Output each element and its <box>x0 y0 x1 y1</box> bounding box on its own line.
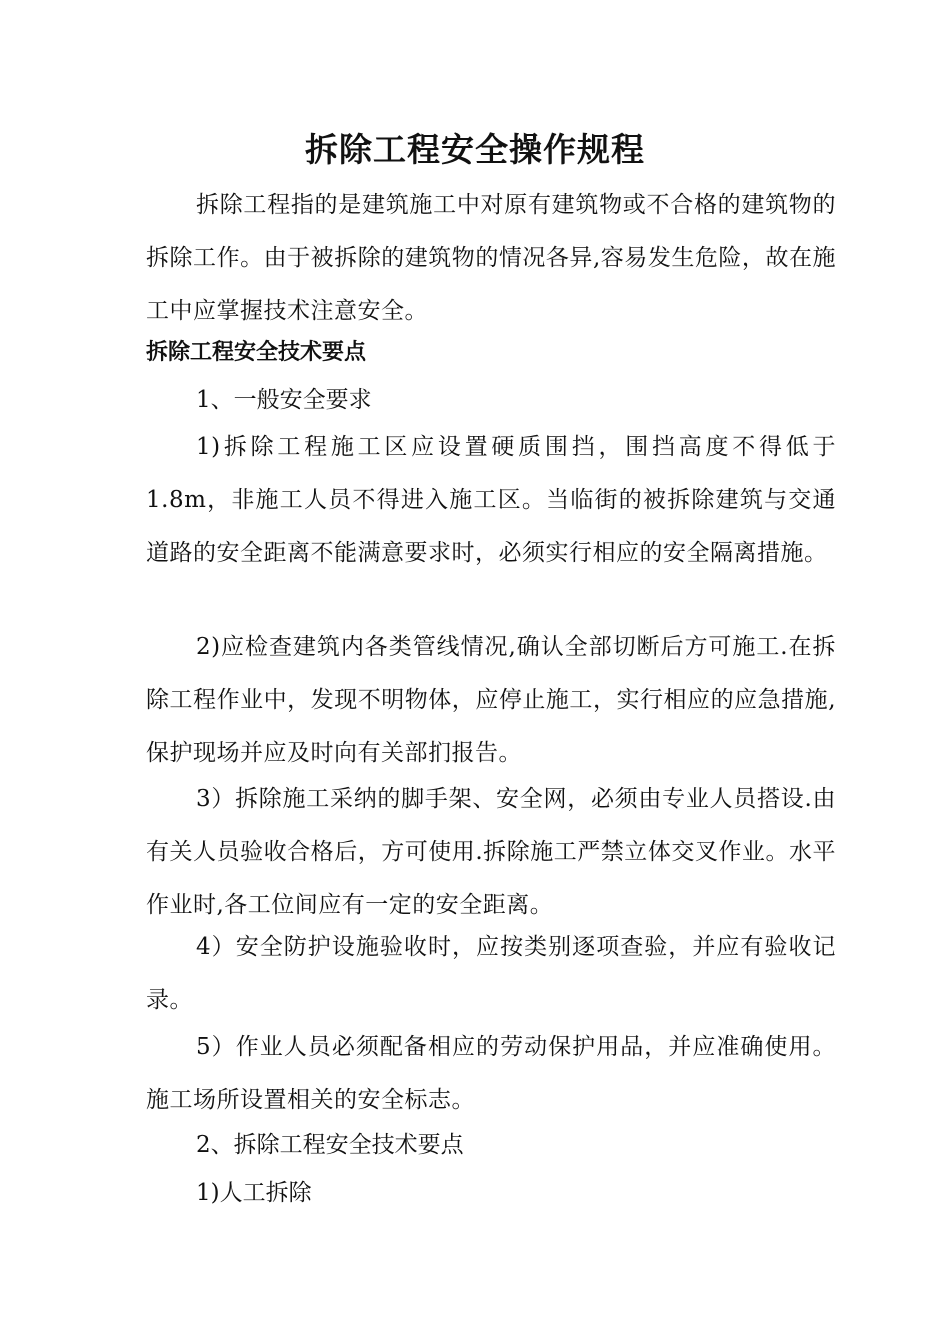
requirement-item-1: 1)拆除工程施工区应设置硬质围挡，围挡高度不得低于1.8m，非施工人员不得进入施工区。当临街的被拆除建筑与交通道路的安全距离不能满意要求时，必须实行相应的安全隔离措施。 <box>146 434 836 566</box>
manual-demolition-heading: 1)人工拆除 <box>196 1180 312 1206</box>
intro-paragraph: 拆除工程指的是建筑施工中对原有建筑物或不合格的建筑物的拆除工作。由于被拆除的建筑物的情况各异,容易发生危险，故在施工中应掌握技术注意安全。 <box>146 192 836 324</box>
tech-points-heading: 2、拆除工程安全技术要点 <box>196 1132 464 1158</box>
requirement-item-3: 3）拆除施工采纳的脚手架、安全网，必须由专业人员搭设.由有关人员验收合格后，方可使用.拆除施工严禁立体交叉作业。水平作业时,各工位间应有一定的安全距离。 <box>146 786 836 918</box>
document-title: 拆除工程安全操作规程 <box>305 130 645 169</box>
general-requirements-heading: 1、一般安全要求 <box>196 387 372 413</box>
requirement-item-2: 2)应检查建筑内各类管线情况,确认全部切断后方可施工.在拆除工程作业中，发现不明物体，应停止施工，实行相应的应急措施,保护现场并应及时向有关部扪报告。 <box>146 634 836 766</box>
requirement-item-4: 4）安全防护设施验收时，应按类别逐项查验，并应有验收记录。 <box>146 934 836 1013</box>
section-heading: 拆除工程安全技术要点 <box>146 340 367 365</box>
requirement-item-5: 5）作业人员必须配备相应的劳动保护用品，并应准确使用。施工场所设置相关的安全标志。 <box>146 1034 836 1113</box>
